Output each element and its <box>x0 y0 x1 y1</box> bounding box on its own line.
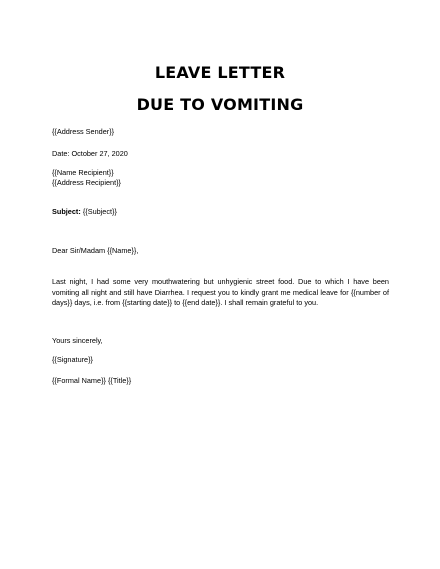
salutation: Dear Sir/Madam {{Name}}, <box>52 246 139 255</box>
letter-title: LEAVE LETTER <box>154 63 286 82</box>
sender-address: {{Address Sender}} <box>52 127 115 136</box>
subject-value: {{Subject}} <box>82 207 117 216</box>
letter-date: Date: October 27, 2020 <box>52 149 128 158</box>
recipient-name: {{Name Recipient}} <box>52 168 114 177</box>
letter-body: Last night, I had some very mouthwatering but unhygienic street food. Due to which I have been vomiting all night and still have Diarrhea. I request you to kindly grant me medical leave for {{number of days}} days, i.e. from {{starting date}} to {{end date}}. I shall remain grateful to you. <box>52 277 389 308</box>
subject-label: Subject: <box>52 207 81 216</box>
subject-line <box>52 207 117 217</box>
signature-placeholder: {{Signature}} <box>52 355 93 364</box>
letter-subtitle: DUE TO VOMITING <box>136 95 304 114</box>
closing: Yours sincerely, <box>52 336 103 345</box>
recipient-address: {{Address Recipient}} <box>52 178 121 187</box>
formal-name-title: {{Formal Name}} {{Title}} <box>52 376 132 385</box>
